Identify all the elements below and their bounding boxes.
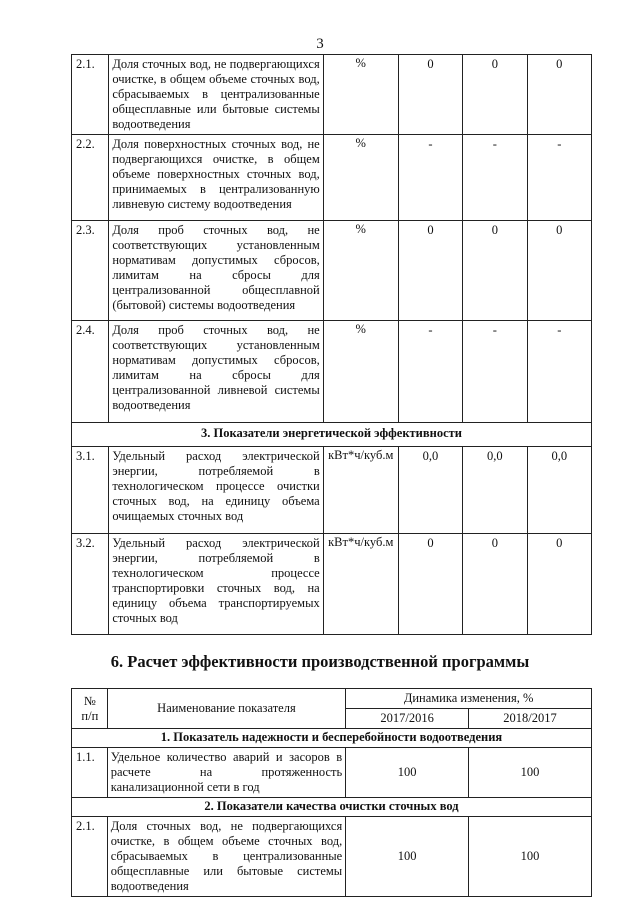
value-2: 100 bbox=[469, 817, 592, 897]
col-name-header: Наименование показателя bbox=[107, 689, 346, 729]
col-number-header bbox=[72, 689, 108, 729]
table-row bbox=[72, 447, 592, 534]
indicator-name: Удельный расход электрической энергии, потребляемой в технологическом процессе транспортировки сточных вод, на единицу объема транспортируемых сточных вод bbox=[109, 534, 323, 635]
efficiency-table bbox=[71, 688, 592, 897]
value-1: - bbox=[398, 135, 462, 221]
section-title: 3. Показатели энергетической эффективности bbox=[72, 423, 592, 447]
row-number: 2.3. bbox=[72, 221, 109, 321]
section-title: 2. Показатели качества очистки сточных вод bbox=[72, 798, 592, 817]
indicators-table bbox=[71, 54, 592, 635]
unit: кВт*ч/куб.м bbox=[323, 534, 398, 635]
indicator-name: Доля сточных вод, не подвергающихся очистке, в общем объеме сточных вод, сбрасываемых в централизованные общесплавные или бытовые системы водоотведения bbox=[107, 817, 346, 897]
table-row bbox=[72, 748, 592, 798]
row-number: 3.1. bbox=[72, 447, 109, 534]
col-number-a: № bbox=[83, 693, 96, 708]
value-3: 0,0 bbox=[527, 447, 591, 534]
section-row bbox=[72, 423, 592, 447]
section-row bbox=[72, 798, 592, 817]
value-1: 0 bbox=[398, 221, 462, 321]
value-2: 0,0 bbox=[463, 447, 527, 534]
table-row bbox=[72, 135, 592, 221]
row-number: 2.1. bbox=[72, 55, 109, 135]
table-row bbox=[72, 221, 592, 321]
col-year-1: 2017/2016 bbox=[346, 709, 469, 729]
unit: % bbox=[323, 321, 398, 423]
indicator-name: Доля проб сточных вод, не соответствующих установленным нормативам допустимых сбросов, лимитам на сбросы для централизованной ливневой системы водоотведения bbox=[109, 321, 323, 423]
value-2: 100 bbox=[469, 748, 592, 798]
table-row bbox=[72, 55, 592, 135]
table-row bbox=[72, 534, 592, 635]
value-1: 100 bbox=[346, 817, 469, 897]
value-2: 0 bbox=[463, 534, 527, 635]
col-dynamics-header: Динамика изменения, % bbox=[346, 689, 592, 709]
row-number: 2.4. bbox=[72, 321, 109, 423]
table-row bbox=[72, 817, 592, 897]
value-1: 0,0 bbox=[398, 447, 462, 534]
row-number: 1.1. bbox=[72, 748, 108, 798]
unit: % bbox=[323, 55, 398, 135]
indicator-name: Доля поверхностных сточных вод, не подвергающихся очистке, в общем объеме поверхностных сточных вод, принимаемых в централизованную ливневую систему водоотведения bbox=[109, 135, 323, 221]
value-3: 0 bbox=[527, 221, 591, 321]
table-row bbox=[72, 321, 592, 423]
unit: % bbox=[323, 135, 398, 221]
indicator-name: Доля проб сточных вод, не соответствующих установленным нормативам допустимых сбросов, лимитам на сбросы для централизованной общесплавной (бытовой) системы водоотведения bbox=[109, 221, 323, 321]
unit: % bbox=[323, 221, 398, 321]
value-1: 0 bbox=[398, 55, 462, 135]
unit: кВт*ч/куб.м bbox=[323, 447, 398, 534]
page-number: 3 bbox=[316, 36, 324, 52]
row-number: 2.1. bbox=[72, 817, 108, 897]
row-number: 3.2. bbox=[72, 534, 109, 635]
value-3: - bbox=[527, 321, 591, 423]
section-heading: 6. Расчет эффективности производственной программы bbox=[110, 652, 530, 671]
value-3: - bbox=[527, 135, 591, 221]
value-1: 100 bbox=[346, 748, 469, 798]
value-1: 0 bbox=[398, 534, 462, 635]
value-3: 0 bbox=[527, 534, 591, 635]
indicator-name: Удельное количество аварий и засоров в расчете на протяженность канализационной сети в год bbox=[107, 748, 346, 798]
value-3: 0 bbox=[527, 55, 591, 135]
col-number-b: п/п bbox=[81, 708, 99, 723]
section-row bbox=[72, 729, 592, 748]
indicator-name: Удельный расход электрической энергии, потребляемой в технологическом процессе очистки сточных вод, на единицу объема очищаемых сточных вод bbox=[109, 447, 323, 534]
value-1: - bbox=[398, 321, 462, 423]
value-2: 0 bbox=[463, 55, 527, 135]
section-title: 1. Показатель надежности и бесперебойности водоотведения bbox=[72, 729, 592, 748]
value-2: - bbox=[463, 135, 527, 221]
indicator-name: Доля сточных вод, не подвергающихся очистке, в общем объеме сточных вод, сбрасываемых в централизованные общесплавные или бытовые системы водоотведения bbox=[109, 55, 323, 135]
value-2: 0 bbox=[463, 221, 527, 321]
header-row bbox=[72, 689, 592, 709]
value-2: - bbox=[463, 321, 527, 423]
row-number: 2.2. bbox=[72, 135, 109, 221]
col-year-2: 2018/2017 bbox=[469, 709, 592, 729]
